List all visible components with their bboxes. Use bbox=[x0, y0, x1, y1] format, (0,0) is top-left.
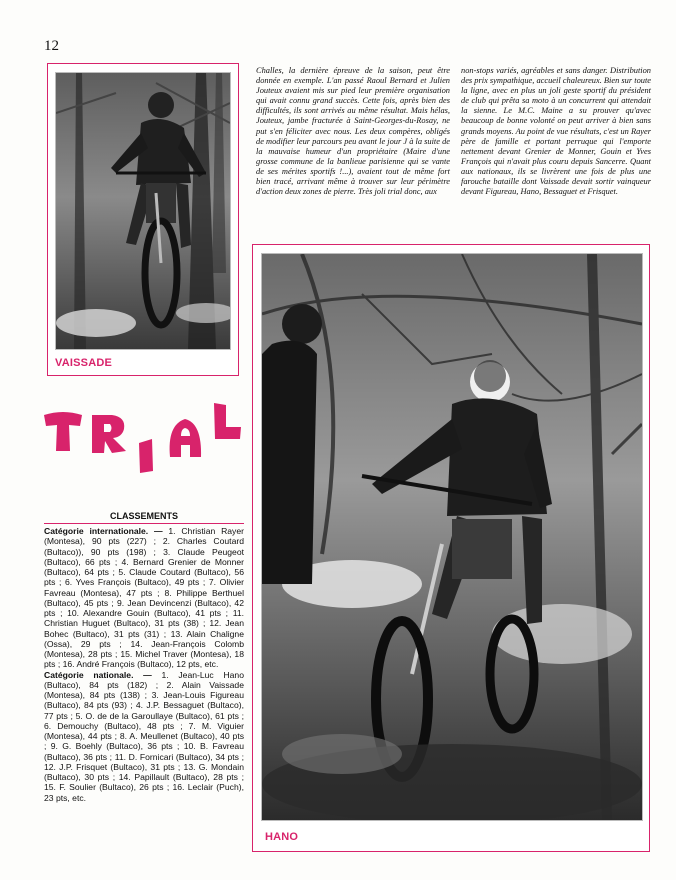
photo-caption-hano: HANO bbox=[265, 831, 299, 843]
photo-vaissade bbox=[55, 72, 231, 350]
trial-letter-l bbox=[210, 399, 244, 441]
classements-rule bbox=[44, 523, 244, 524]
trial-letter-a bbox=[164, 415, 206, 459]
photo-hano bbox=[261, 253, 643, 821]
article-column-2: non-stops variés, agréables et sans danger. Distribution des prix sympathique, accueil chaleureux. Bien sur toute la ligne, avec en plus un joli geste sportif du président de club qui prêta sa moto à un concurrent qui attendait la sienne. Le M.C. Maine a su prouver qu'avec beaucoup de bonne volonté on peut arriver à bien sans grands moyens. Au point de vue résultats, c'est un Rayer père de famille et portant perruque qui l'emporte nettement devant Grenier de Monner, Gouin et Yves François qui n'avait plus couru depuis Sancerre. Quant aux nationaux, ils se livrèrent une fois de plus une farouche bataille dont Vaissade devait sortir vainqueur devant Figureau, Hano, Bessaguet et Frisquet. bbox=[461, 66, 651, 197]
trial-title bbox=[40, 395, 240, 475]
rider-photo-image bbox=[56, 73, 230, 349]
photo-frame-hano bbox=[252, 244, 650, 852]
main-rider-photo-image bbox=[262, 254, 642, 820]
classements-title: CLASSEMENTS bbox=[109, 511, 178, 521]
classements-text bbox=[44, 526, 244, 803]
photo-caption-vaissade: VAISSADE bbox=[55, 357, 113, 369]
page-number: 12 bbox=[44, 38, 59, 54]
nationale-heading: Catégorie nationale. — bbox=[44, 669, 152, 680]
nationale-results: 1. Jean-Luc Hano (Bultaco), 84 pts (182) ; 2. Alain Vaissade (Montesa), 84 pts (138) ; 3. Jean-Louis Figureau (Bultaco), 84 pts (93) ; 4. J.P. Bessaguet (Bultaco), 77 pts ; 5. O. de de la Garoullaye (Bultaco), 61 pts ; 6. Demouchy (Bultaco), 48 pts ; 7. M. Viguier (Montesa), 44 pts ; 8. A. Meullenet (Bultaco), 40 pts ; 9. G. Boehly (Bultaco), 36 pts ; 10. B. Favreau (Bultaco), 36 pts ; 11. D. Fornicari (Bultaco), 34 pts ; 12. J.P. Frisquet (Bultaco), 31 pts ; 13. G. Mondain (Bultaco), 30 pts ; 14. Papillault (Bultaco), 28 pts ; 15. F. Soulier (Bultaco), 26 pts ; 16. Leclair (Puch), 23 pts, etc. bbox=[44, 669, 244, 803]
trial-letter-r bbox=[86, 411, 130, 455]
internationale-results: 1. Christian Rayer (Montesa), 90 pts (227) ; 2. Charles Coutard (Bultaco)), 90 pts (198) ; 3. Claude Peugeot (Bultaco), 66 pts ; 4. Bernard Grenier de Monner (Bultaco), 64 pts ; 5. Claude Coutard (Bultaco), 56 pts ; 6. Yves François (Bultaco), 49 pts ; 7. Olivier Favreau (Montesa), 47 pts ; 8. Philippe Berthuel (Bultaco), 45 pts ; 9. Jean Devincenzi (Bultaco), 42 pts ; 10. Alexandre Gouin (Bultaco), 41 pts ; 11. Christian Huguet (Bultaco), 31 pts (38) ; 12. Jean Bohec (Bultaco), 31 pts (31) ; 13. Alain Chaligne (Ossa), 29 pts ; 14. Jean-François Colomb (Montesa), 28 pts ; 15. Michel Traver (Montesa), 18 pts ; 16. André François (Bultaco), 12 pts, etc. bbox=[44, 526, 244, 670]
trial-letter-t bbox=[40, 409, 86, 455]
trial-letter-i bbox=[136, 437, 156, 475]
photo-frame-vaissade bbox=[47, 63, 239, 376]
internationale-heading: Catégorie internationale. — bbox=[44, 526, 163, 536]
article-column-1: Challes, la dernière épreuve de la saison, peut être donnée en exemple. L'an passé Raoul Bernard et Julien Jouteux avaient mis sur pied leur première organisation qui avait connu grand succès. Cette fois, après bien des difficultés, ils sont arrivés au même résultat. Mais hélas, Jouteux, jambe fracturée à Saint-Georges-du-Rosay, ne put s'en féliciter avec nous. Les deux compères, obligés de modifier leur parcours peu avant le jour J à la suite de la mauvaise humeur d'un propriétaire (Maire d'une grosse commune de la banlieue parisienne qui se vante de ses mérites sportifs !...), avaient tout de même fort bien tracé, arrivant même à trouver sur leur périmètre d'action deux zones de pierre. Très joli trial donc, aux bbox=[256, 66, 450, 197]
